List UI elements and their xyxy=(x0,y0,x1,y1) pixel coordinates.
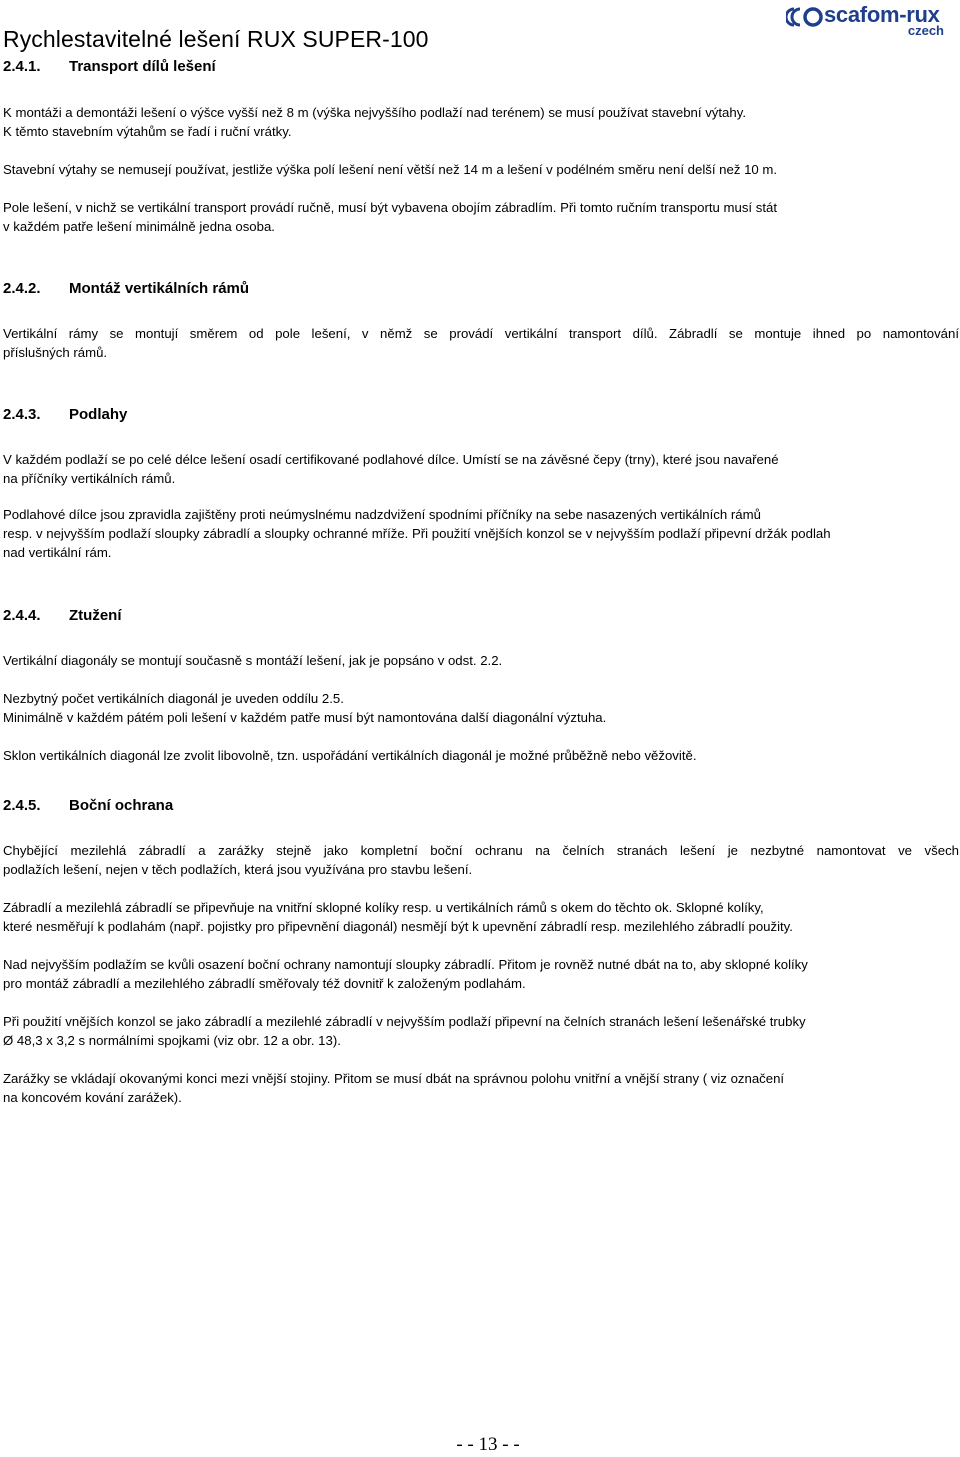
paragraph xyxy=(3,1069,959,1107)
section-title: Transport dílů lešení xyxy=(69,58,216,75)
text-line: Při použití vnějších konzol se jako zábradlí a mezilehlé zábradlí v nejvyšším podlaží připevní na čelních stranách lešení lešenářské trubky xyxy=(3,1014,806,1029)
paragraph xyxy=(3,198,959,236)
text-line: Sklon vertikálních diagonál lze zvolit libovolně, tzn. uspořádání vertikálních diagonál je možné průběžně nebo věžovitě. xyxy=(3,748,697,763)
text-line: Nezbytný počet vertikálních diagonál je uveden oddílu 2.5. xyxy=(3,691,344,706)
section-heading xyxy=(3,58,216,75)
paragraph xyxy=(3,450,959,488)
section-title: Montáž vertikálních rámů xyxy=(69,280,250,297)
section-number: 2.4.5. xyxy=(3,797,41,814)
section-heading xyxy=(3,406,127,423)
section-title: Podlahy xyxy=(69,406,128,423)
text-line: Vertikální diagonály se montují současně s montáží lešení, jak je popsáno v odst. 2.2. xyxy=(3,653,503,668)
paragraph xyxy=(3,160,959,179)
paragraph xyxy=(3,324,959,362)
document-title: Rychlestavitelné lešení RUX SUPER-100 xyxy=(3,26,429,52)
paragraph xyxy=(3,841,959,879)
company-logo xyxy=(786,4,946,40)
paragraph xyxy=(3,689,959,727)
section-number: 2.4.1. xyxy=(3,58,41,75)
paragraph xyxy=(3,955,959,993)
section-heading xyxy=(3,607,122,624)
paragraph xyxy=(3,505,959,562)
text-line: Ø 48,3 x 3,2 s normálními spojkami (viz obr. 12 a obr. 13). xyxy=(3,1033,341,1048)
text-line: které nesměřují k podlahám (např. pojistky pro připevnění diagonál) nesmějí být k upevnění zábradlí resp. mezilehlého zábradlí použity. xyxy=(3,919,793,934)
logo-mark-icon xyxy=(786,6,824,28)
paragraph xyxy=(3,103,959,141)
section-title: Boční ochrana xyxy=(69,797,174,814)
paragraph xyxy=(3,898,959,936)
section-number: 2.4.2. xyxy=(3,280,41,297)
text-line: na příčníky vertikálních rámů. xyxy=(3,471,176,486)
text-line: Nad nejvyšším podlažím se kvůli osazení boční ochrany namontují sloupky zábradlí. Přitom je rovněž nutné dbát na to, aby sklopné kolíky xyxy=(3,957,808,972)
text-line: Minimálně v každém pátém poli lešení v každém patře musí být namontována další diagonální výztuha. xyxy=(3,710,607,725)
section-number: 2.4.4. xyxy=(3,607,41,624)
text-line: Zábradlí a mezilehlá zábradlí se připevňuje na vnitřní sklopné kolíky resp. u vertikálních rámů s okem do těchto ok. Sklopné kolíky, xyxy=(3,900,764,915)
section-title: Ztužení xyxy=(69,607,122,624)
text-line: Pole lešení, v nichž se vertikální transport provádí ručně, musí být vybavena obojím zábradlím. Při tomto ručním transportu musí stát xyxy=(3,200,777,215)
paragraph xyxy=(3,746,959,765)
logo-subtitle: czech xyxy=(907,23,944,38)
text-line: Zarážky se vkládají okovanými konci mezi vnější stojiny. Přitom se musí dbát na správnou polohu vnitřní a vnější strany ( viz označení xyxy=(3,1071,785,1086)
section-heading xyxy=(3,280,249,297)
text-line: pro montáž zábradlí a mezilehlého zábradlí směřovaly též dovnitř k založeným podlahám. xyxy=(3,976,526,991)
text-line: V každém podlaží se po celé délce lešení osadí certifikované podlahové dílce. Umístí se na závěsné čepy (trny), které jsou navařené xyxy=(3,452,779,467)
logo-wordmark: scafom-rux xyxy=(824,2,940,27)
text-line: Podlahové dílce jsou zpravidla zajištěny proti neúmyslnému nadzdvižení spodními příčníky na sebe nasazených vertikálních rámů xyxy=(3,507,761,522)
paragraph xyxy=(3,1012,959,1050)
text-line: Vertikální rámy se montují směrem od pole lešení, v němž se provádí vertikální transport dílů. Zábradlí se montuje ihned po namontování xyxy=(3,326,959,341)
text-line: resp. v nejvyšším podlaží sloupky zábradlí a sloupky ochranné mříže. Při použití vnějších konzol se v nejvyšším podlaží připevní držák podlah xyxy=(3,526,831,541)
section-heading xyxy=(3,797,173,814)
text-line: na koncovém kování zarážek). xyxy=(3,1090,182,1105)
text-line: v každém patře lešení minimálně jedna osoba. xyxy=(3,219,275,234)
text-line: K montáži a demontáži lešení o výšce vyšší než 8 m (výška nejvyššího podlaží nad terénem) se musí používat stavební výtahy. xyxy=(3,105,746,120)
text-line: nad vertikální rám. xyxy=(3,545,112,560)
text-line: K těmto stavebním výtahům se řadí i ruční vrátky. xyxy=(3,124,292,139)
paragraph xyxy=(3,651,959,670)
text-line: Stavební výtahy se nemusejí používat, jestliže výška polí lešení není větší než 14 m a lešení v podélném směru není delší než 10 m. xyxy=(3,162,778,177)
text-line: podlažích lešení, nejen v těch podlažích, která jsou využívána pro stavbu lešení. xyxy=(3,862,473,877)
text-line: Chybějící mezilehlá zábradlí a zarážky stejně jako kompletní boční ochranu na čelních stranách lešení je nezbytné namontovat ve všech xyxy=(3,843,959,858)
page-number: - - 13 - - xyxy=(456,1434,520,1455)
section-number: 2.4.3. xyxy=(3,406,41,423)
text-line: příslušných rámů. xyxy=(3,345,108,360)
